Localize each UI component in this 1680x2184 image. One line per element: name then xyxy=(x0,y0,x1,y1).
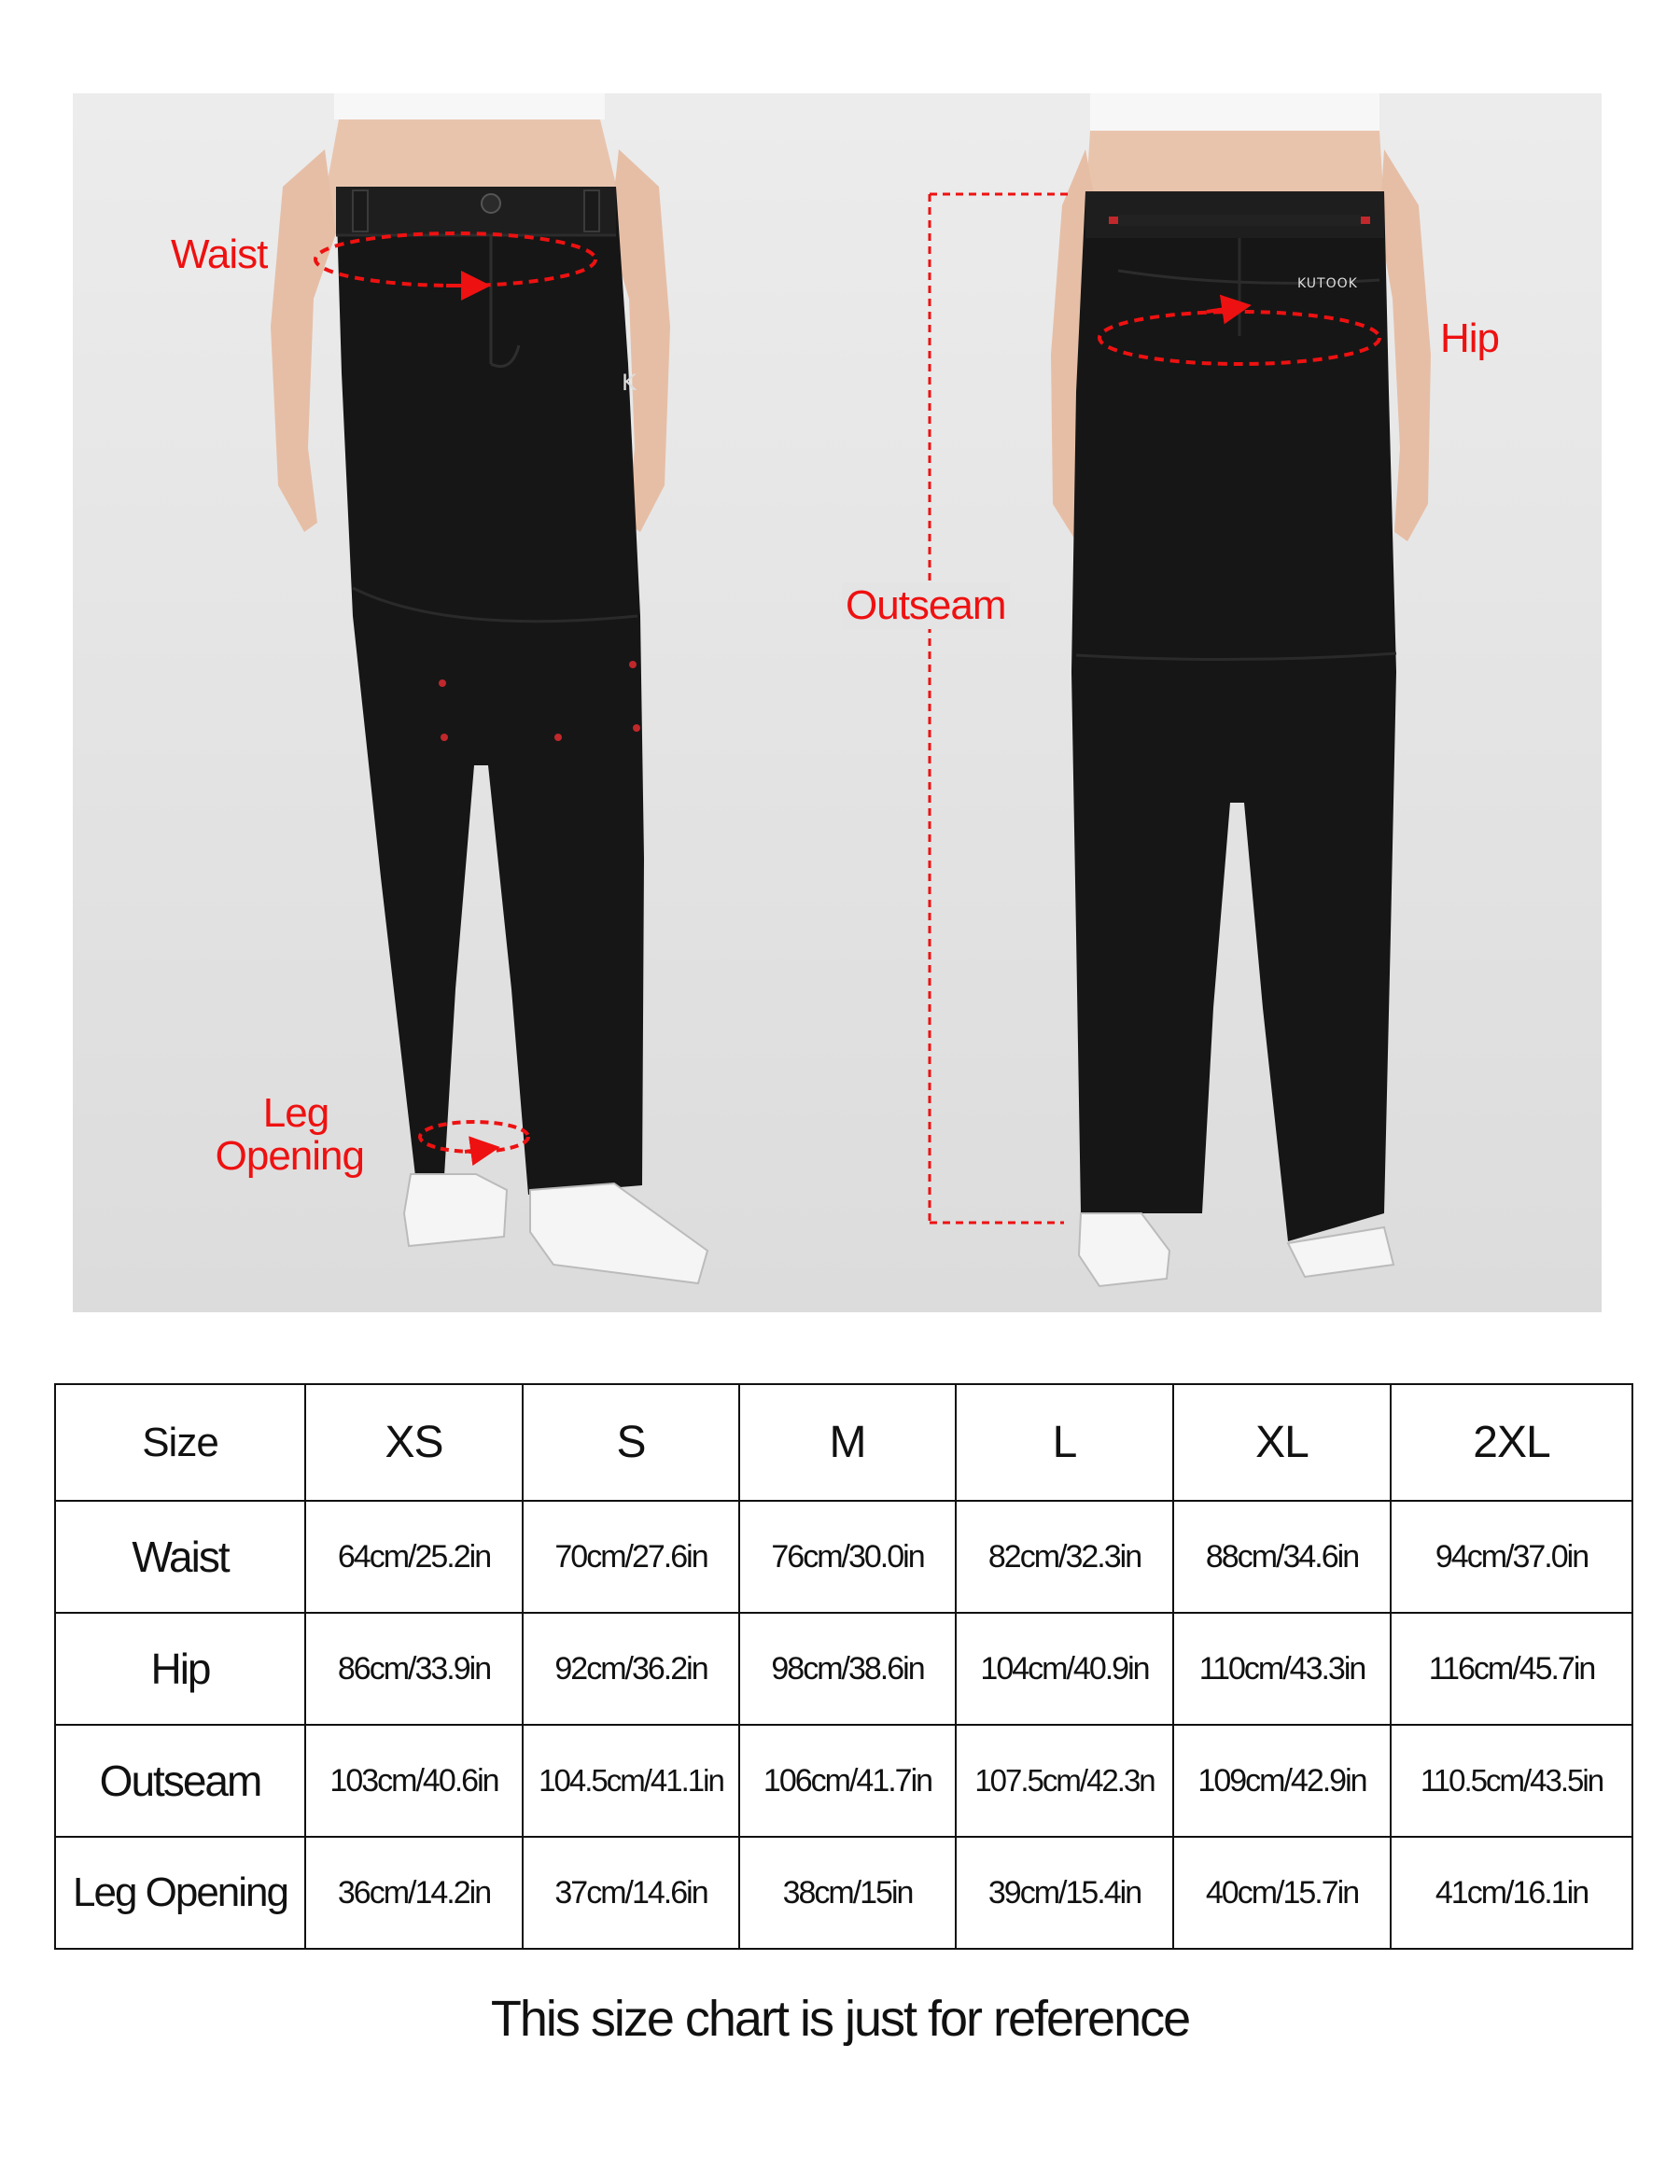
table-row-waist xyxy=(55,1501,1632,1613)
table-cell: 109cm/42.9in xyxy=(1173,1725,1391,1837)
table-cell: 106cm/41.7in xyxy=(739,1725,956,1837)
header-cell-size: Size xyxy=(55,1384,305,1501)
header-cell-m: M xyxy=(739,1384,956,1501)
leg-opening-label-line1: Leg xyxy=(262,1090,329,1136)
row-label: Hip xyxy=(55,1613,305,1725)
table-cell: 103cm/40.6in xyxy=(305,1725,523,1837)
leg-opening-label xyxy=(209,1092,364,1178)
header-cell-xl: XL xyxy=(1173,1384,1391,1501)
table-cell: 40cm/15.7in xyxy=(1173,1837,1391,1949)
table-cell: 76cm/30.0in xyxy=(739,1501,956,1613)
table-cell: 110cm/43.3in xyxy=(1173,1613,1391,1725)
table-cell: 107.5cm/42.3n xyxy=(956,1725,1173,1837)
table-row-outseam xyxy=(55,1725,1632,1837)
table-cell: 110.5cm/43.5in xyxy=(1391,1725,1632,1837)
header-cell-xs: XS xyxy=(305,1384,523,1501)
header-cell-2xl: 2XL xyxy=(1391,1384,1632,1501)
table-cell: 104.5cm/41.1in xyxy=(523,1725,739,1837)
table-cell: 94cm/37.0in xyxy=(1391,1501,1632,1613)
table-cell: 86cm/33.9in xyxy=(305,1613,523,1725)
table-cell: 116cm/45.7in xyxy=(1391,1613,1632,1725)
table-row-leg-opening xyxy=(55,1837,1632,1949)
table-cell: 82cm/32.3in xyxy=(956,1501,1173,1613)
header-cell-l: L xyxy=(956,1384,1173,1501)
svg-text:K: K xyxy=(622,370,637,396)
table-row-hip xyxy=(55,1613,1632,1725)
row-label: Waist xyxy=(55,1501,305,1613)
reference-note: This size chart is just for reference xyxy=(490,1991,1190,2047)
table-cell: 39cm/15.4in xyxy=(956,1837,1173,1949)
table-cell: 92cm/36.2in xyxy=(523,1613,739,1725)
table-cell: 104cm/40.9in xyxy=(956,1613,1173,1725)
header-cell-s: S xyxy=(523,1384,739,1501)
table-cell: 88cm/34.6in xyxy=(1173,1501,1391,1613)
leg-opening-label-line2: Opening xyxy=(215,1133,364,1180)
table-cell: 70cm/27.6in xyxy=(523,1501,739,1613)
outseam-label: Outseam xyxy=(842,582,1010,629)
table-cell: 38cm/15in xyxy=(739,1837,956,1949)
table-cell: 98cm/38.6in xyxy=(739,1613,956,1725)
row-label: Outseam xyxy=(55,1725,305,1837)
size-chart-table xyxy=(54,1383,1633,1950)
table-header-row xyxy=(55,1384,1632,1501)
table-cell: 64cm/25.2in xyxy=(305,1501,523,1613)
table-cell: 36cm/14.2in xyxy=(305,1837,523,1949)
table-cell: 37cm/14.6in xyxy=(523,1837,739,1949)
hip-label: Hip xyxy=(1440,315,1500,361)
row-label: Leg Opening xyxy=(55,1837,305,1949)
brand-mark: KUTOOK xyxy=(1297,276,1358,291)
table-cell: 41cm/16.1in xyxy=(1391,1837,1632,1949)
waist-label: Waist xyxy=(171,231,268,277)
